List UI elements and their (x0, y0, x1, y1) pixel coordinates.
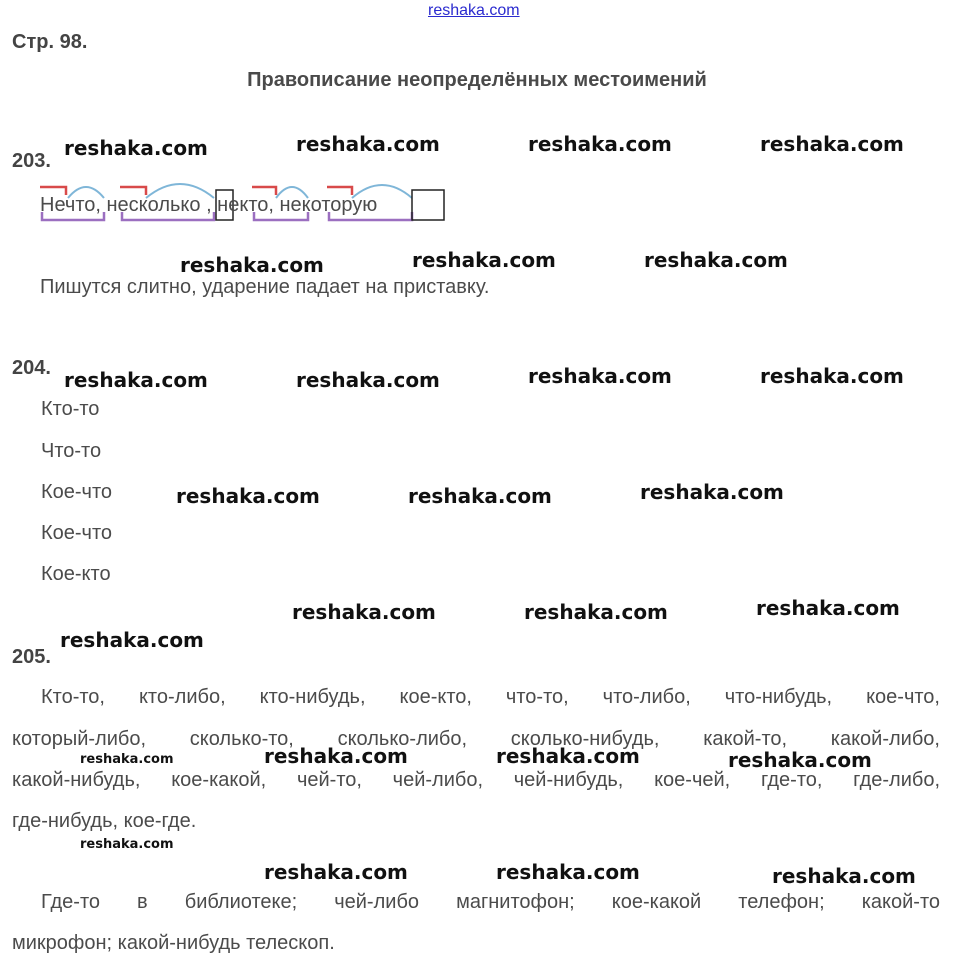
list-item: Кое-что (41, 481, 113, 503)
site-link[interactable]: reshaka.com (428, 2, 520, 19)
watermark: reshaka.com (756, 596, 900, 620)
list-item: Что-то (41, 440, 102, 462)
watermark: reshaka.com (408, 484, 552, 508)
watermark: reshaka.com (524, 600, 668, 624)
watermark: reshaka.com (412, 248, 556, 272)
list-item: Кто-то (41, 398, 100, 420)
watermark: reshaka.com (264, 860, 408, 884)
exercise-204-number: 204. (12, 357, 51, 379)
watermark: reshaka.com (264, 744, 408, 768)
page-title: Правописание неопределённых местоимений (247, 69, 707, 91)
list-item: Кое-кто (41, 563, 111, 585)
watermark: reshaka.com (180, 253, 324, 277)
watermark: reshaka.com (64, 136, 208, 160)
watermark: reshaka.com (644, 248, 788, 272)
watermark: reshaka.com (292, 600, 436, 624)
ending-box-2 (412, 190, 444, 220)
exercise-203-sentence: Нечто, несколько , некто, некоторую (40, 194, 378, 216)
text-line: где-нибудь, кое-где. (12, 810, 197, 832)
watermark: reshaka.com (760, 364, 904, 388)
watermark: reshaka.com (176, 484, 320, 508)
watermark: reshaka.com (728, 748, 872, 772)
watermark: reshaka.com (528, 364, 672, 388)
text-line: микрофон; какой-нибудь телескоп. (12, 932, 335, 954)
watermark: reshaka.com (60, 628, 204, 652)
text-line: Где-то в библиотеке; чей-либо магнитофон; кое-какой телефон; какой-то (41, 891, 940, 913)
watermark: reshaka.com (496, 860, 640, 884)
watermark: reshaka.com (296, 368, 440, 392)
watermark: reshaka.com (528, 132, 672, 156)
watermark: reshaka.com (760, 132, 904, 156)
watermark: reshaka.com (772, 864, 916, 888)
list-item: Кое-что (41, 522, 113, 544)
watermark: reshaka.com (80, 837, 174, 852)
text-line: Кто-то, кто-либо, кто-нибудь, кое-кто, что-то, что-либо, что-нибудь, кое-что, (41, 686, 940, 708)
exercise-203-number: 203. (12, 150, 51, 172)
text-line: который-либо, сколько-то, сколько-либо, сколько-нибудь, какой-то, какой-либо, (12, 728, 940, 750)
exercise-205-number: 205. (12, 646, 51, 668)
watermark: reshaka.com (496, 744, 640, 768)
watermark: reshaka.com (80, 752, 174, 767)
exercise-203-note: Пишутся слитно, ударение падает на приставку. (40, 276, 490, 298)
watermark: reshaka.com (640, 480, 784, 504)
watermark: reshaka.com (64, 368, 208, 392)
watermark: reshaka.com (296, 132, 440, 156)
text-line: какой-нибудь, кое-какой, чей-то, чей-либо, чей-нибудь, кое-чей, где-то, где-либо, (12, 769, 940, 791)
page-reference: Стр. 98. (12, 31, 88, 53)
